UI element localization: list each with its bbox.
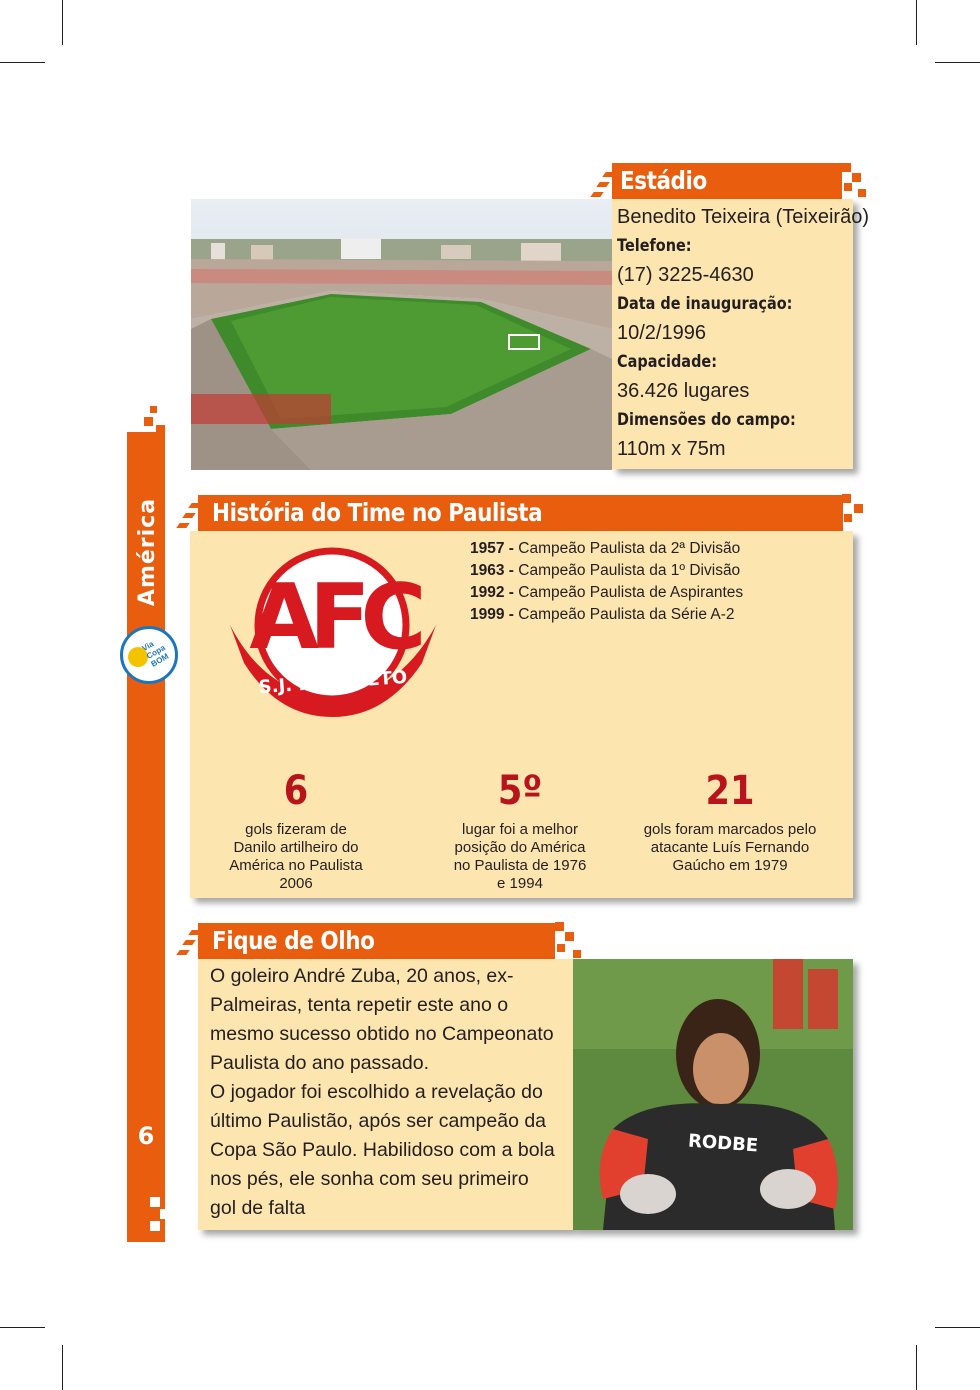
crop-mark bbox=[0, 1327, 45, 1328]
checker-pattern bbox=[840, 492, 870, 528]
title-row: 1999 - Campeão Paulista da Série A-2 bbox=[470, 606, 735, 623]
page-number: 6 bbox=[137, 1122, 155, 1150]
crop-mark bbox=[0, 62, 45, 63]
stat-description: gols foram marcados pelo atacante Luís Fernando Gaúcho em 1979 bbox=[643, 821, 817, 874]
stat-description: lugar foi a melhor posição do América no Paulista de 1976 e 1994 bbox=[453, 821, 587, 892]
crop-mark bbox=[916, 1345, 917, 1390]
title-row: 1963 - Campeão Paulista da 1º Divisão bbox=[470, 562, 741, 579]
team-name-vertical: América bbox=[135, 497, 160, 607]
badge-text: Via Copa BOM bbox=[140, 639, 171, 669]
title-row: 1992 - Campeão Paulista de Aspirantes bbox=[470, 584, 744, 601]
header-dash bbox=[182, 940, 196, 945]
fique-title: Fique de Olho bbox=[212, 926, 375, 955]
crop-mark bbox=[916, 0, 917, 45]
header-dash bbox=[182, 513, 196, 518]
checker-pattern bbox=[840, 163, 870, 199]
copa-badge bbox=[120, 626, 178, 684]
stat-description: gols fizeram de Danilo artilheiro do América no Paulista 2006 bbox=[229, 821, 363, 892]
player-photo bbox=[573, 959, 853, 1230]
estadio-info bbox=[617, 203, 869, 464]
stat-value: 6 bbox=[283, 768, 309, 814]
crop-mark bbox=[935, 62, 980, 63]
checker-pattern bbox=[553, 920, 583, 960]
header-dash bbox=[176, 950, 190, 955]
header-dash bbox=[596, 182, 610, 187]
shirt-sponsor-text: RODBE bbox=[687, 1130, 759, 1157]
titles-list bbox=[470, 538, 743, 626]
dimensions-label: Dimensões do campo: bbox=[617, 410, 796, 430]
checker-pattern bbox=[140, 405, 170, 435]
historia-title: História do Time no Paulista bbox=[212, 498, 543, 527]
crop-mark bbox=[62, 0, 63, 45]
capacity-label: Capacidade: bbox=[617, 352, 717, 372]
fique-text: O goleiro André Zuba, 20 anos, ex- Palmeiras, tenta repetir este ano o mesmo sucesso obtido no Campeonato Paulista do ano passado. O jogador foi escolhido a revelação do último Paulistão, após ser campeão da Copa São Paulo. Habilidoso com a bola nos pés, ele sonha com seu primeiro gol de falta bbox=[210, 965, 555, 1219]
stat-value: 5º bbox=[497, 768, 543, 814]
crop-mark bbox=[62, 1345, 63, 1390]
phone-value: (17) 3225-4630 bbox=[617, 264, 754, 286]
header-dash bbox=[590, 192, 604, 197]
header-dash bbox=[176, 523, 190, 528]
crop-mark bbox=[935, 1327, 980, 1328]
capacity-value: 36.426 lugares bbox=[617, 380, 750, 402]
logo-text: AFC bbox=[249, 565, 417, 670]
checker-pattern bbox=[148, 1195, 176, 1245]
dimensions-value: 110m x 75m bbox=[617, 438, 726, 460]
stadium-name: Benedito Teixeira (Teixeirão) bbox=[617, 206, 869, 228]
stat-value: 21 bbox=[705, 768, 755, 814]
title-row: 1957 - Campeão Paulista da 2ª Divisão bbox=[470, 540, 741, 557]
inauguration-label: Data de inauguração: bbox=[617, 294, 793, 314]
inauguration-value: 10/2/1996 bbox=[617, 322, 706, 344]
stadium-photo bbox=[191, 199, 612, 470]
phone-label: Telefone: bbox=[617, 236, 692, 256]
logo-banner-text: S.J. RIO PRETO bbox=[258, 666, 408, 699]
estadio-title: Estádio bbox=[620, 166, 707, 195]
